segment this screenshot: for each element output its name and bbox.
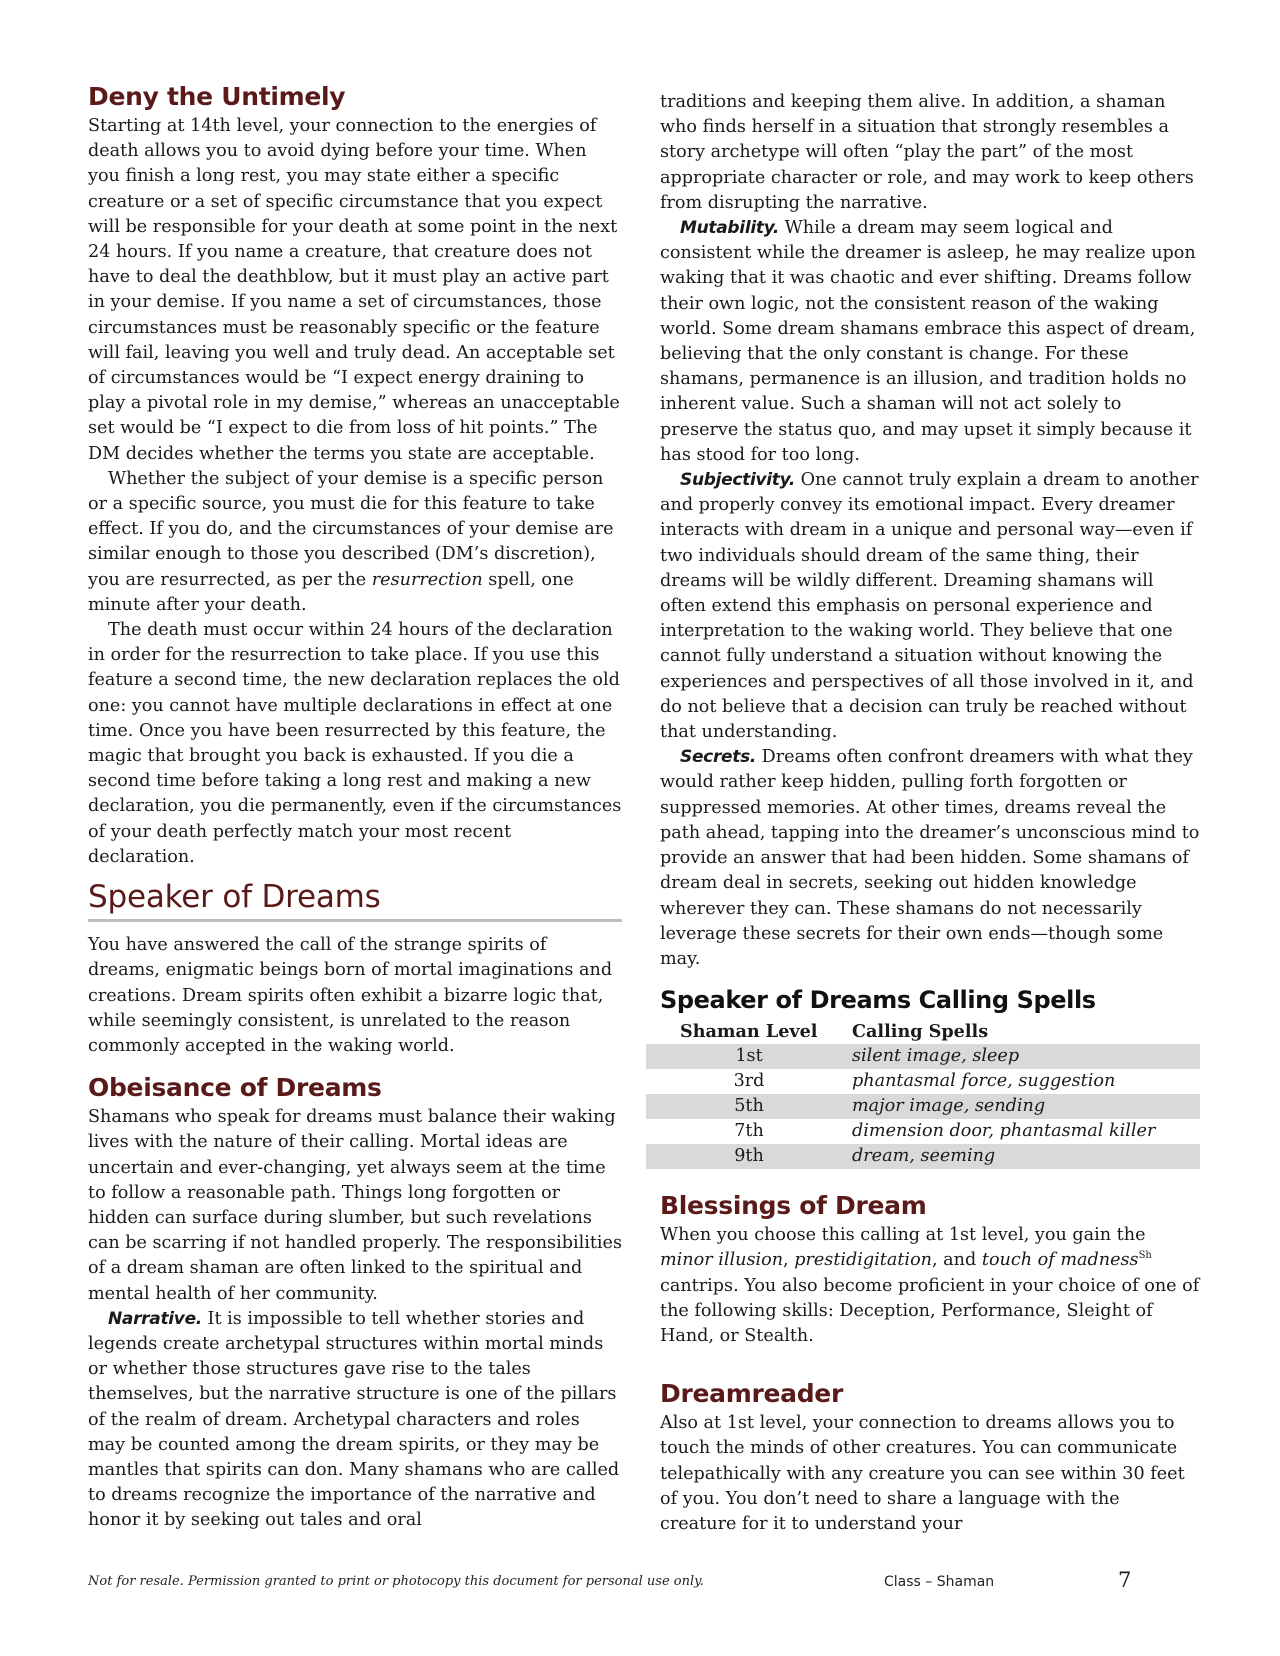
table-row — [646, 1094, 1200, 1119]
page-number: 7 — [1118, 1568, 1132, 1592]
spells-cell: dimension door, phantasmal killer — [852, 1121, 1156, 1142]
spells-cell: major image, sending — [852, 1094, 1200, 1119]
spells-cell: dream, seeming — [852, 1144, 1200, 1169]
spells-cell: phantasmal force, suggestion — [852, 1071, 1116, 1092]
section-heading-blessings-of-dream: Blessings of Dream — [660, 1191, 927, 1221]
paragraph: Also at 1st level, your connection to dreams allows you to touch the minds of other creatures. You can communicate telepathically with any creature you can see within 30 feet of you. You don’t need to share a language with the creature for it to understand your — [660, 1413, 1185, 1534]
spell-name: resurrection — [371, 569, 483, 590]
level-cell: 1st — [646, 1044, 852, 1069]
section-heading-speaker-of-dreams: Speaker of Dreams — [88, 877, 622, 922]
text-run: One cannot truly explain a dream to another and properly convey its emotional impact. Every dreamer interacts with dream in a unique and personal way—even if two individuals should dream of the same thing, their dreams will be wildly different. Dreaming shamans will often extend this emphasis on personal experience and interpretation to the waking world. They believe that one cannot fully understand a situation without knowing the experiences and perspectives of all those involved in it, and do not believe that a decision can truly be reached without that understanding. — [660, 470, 1199, 743]
text-run: While a dream may seem logical and consistent while the dreamer is asleep, he may realize upon waking that it was chaotic and ever shifting. Dreams follow their own logic, not the consistent reason of the waking world. Some dream shamans embrace this aspect of dream, believing that the only constant is change. For these shamans, permanence is an illusion, and tradition holds no inherent value. Such a shaman will not act solely to preserve the status quo, and may upset it simply because it has stood for too long. — [660, 218, 1196, 465]
level-cell: 5th — [646, 1094, 852, 1119]
section-heading-dreamreader: Dreamreader — [660, 1379, 843, 1409]
text-run: Whether the subject of your demise is a specific person or a specific source, you must die for this feature to take effect. If you do, and the circumstances of your demise are similar enough to those you described (DM’s discretion), you are resurrected, as per the — [88, 468, 614, 590]
level-cell: 3rd — [733, 1071, 765, 1092]
calling-spells-table — [646, 1018, 1200, 1169]
paragraph: Shamans who speak for dreams must balance their waking lives with the nature of their calling. Mortal ideas are uncertain and ever-changing, yet always seem at the time to follow a reasonable path. Things long forgotten or hidden can surface during slumber, but such revelations can be scarring if not handled properly. The responsibilities of a dream shaman are often linked to the spiritual and mental health of her community. — [88, 1107, 622, 1304]
source-superscript: Sh — [1138, 1250, 1152, 1262]
paragraph: traditions and keeping them alive. In addition, a shaman who finds herself in a situation that strongly resembles a story archetype will often “play the part” of the most appropriate character or role, and may work to keep others from disrupting the narrative. — [660, 92, 1194, 213]
cantrip-name: minor illusion — [660, 1250, 784, 1271]
text-run: cantrips. You also become proficient in your choice of one of the following skills: Deception, Performance, Sleight of Hand, or Stealth. — [660, 1275, 1200, 1346]
section-heading-obeisance-of-dreams: Obeisance of Dreams — [88, 1073, 382, 1103]
paragraph — [88, 467, 622, 618]
text-run: spell, one minute after your death. — [88, 569, 574, 615]
paragraph: You have answered the call of the strange spirits of dreams, enigmatic beings born of mortal imaginations and creations. Dream spirits often exhibit a bizarre logic that, while seemingly consistent, is unrelated to the reason commonly accepted in the waking world. — [88, 935, 613, 1056]
run-in-heading-narrative: Narrative. — [108, 1308, 202, 1329]
run-in-heading-secrets: Secrets. — [680, 747, 757, 768]
page-footer — [88, 1568, 1188, 1594]
table-header-row — [646, 1018, 1200, 1044]
footer-class-label: Class – Shaman — [884, 1574, 995, 1590]
spells-cell: silent image, sleep — [852, 1044, 1200, 1069]
table-heading-calling-spells: Speaker of Dreams Calling Spells — [660, 986, 1096, 1015]
cantrip-name: touch of madness — [981, 1250, 1139, 1271]
cantrip-name: prestidigitation — [794, 1250, 932, 1271]
run-in-heading-mutability: Mutability. — [680, 218, 780, 239]
table-row — [646, 1144, 1200, 1169]
right-column — [660, 90, 1200, 1537]
text-run: Dreams often confront dreamers with what they would rather keep hidden, pulling forth forgotten or suppressed memories. At other times, dreams reveal the path ahead, tapping into the dreamer’s unconscious mind to provide an answer that had been hidden. Some shamans of dream deal in secrets, seeking out hidden knowledge wherever they can. These shamans do not necessarily leverage these secrets for their own ends—though some may. — [660, 747, 1200, 969]
table-row — [646, 1069, 1200, 1094]
column-header-calling-spells: Calling Spells — [852, 1020, 989, 1042]
paragraph: The death must occur within 24 hours of the declaration in order for the resurrection to take place. If you use this feature a second time, the new declaration replaces the old one: you cannot have multiple declarations in effect at one time. Once you have been resurrected by this feature, the magic that brought you back is exhausted. If you die a second time before taking a long rest and making a new declaration, you die permanently, even if the circumstances of your death perfectly match your most recent declaration. — [88, 620, 622, 867]
level-cell: 9th — [646, 1144, 852, 1169]
table-row — [646, 1044, 1200, 1069]
paragraph — [660, 468, 1200, 745]
table-row — [646, 1119, 1200, 1144]
footer-disclaimer: Not for resale. Permission granted to print or photocopy this document for personal use only. — [88, 1574, 704, 1589]
paragraph: Starting at 14th level, your connection to the energies of death allows you to avoid dying before your time. When you finish a long rest, you may state either a specific creature or a set of specific circumstance that you expect will be responsible for your death at some point in the next 24 hours. If you name a creature, that creature does not have to deal the deathblow, but it must play an active part in your demise. If you name a set of circumstances, those circumstances must be reasonably specific or the feature will fail, leaving you well and truly dead. An acceptable set of circumstances would be “I expect energy draining to play a pivotal role in my demise,” whereas an unacceptable set would be “I expect to die from loss of hit points.” The DM decides whether the terms you state are acceptable. — [88, 116, 620, 464]
left-column — [88, 80, 622, 1534]
column-header-shaman-level: Shaman Level — [680, 1020, 818, 1042]
text-run: It is impossible to tell whether stories and legends create archetypal structures within mortal minds or whether those structures gave rise to the tales themselves, but the narrative structure is one of the pillars of the realm of dream. Archetypal characters and roles may be counted among the dream spirits, or they may be mantles that spirits can don. Many shamans who are called to dreams recognize the importance of the narrative and honor it by seeking out tales and oral — [88, 1308, 620, 1531]
paragraph — [660, 1223, 1200, 1349]
level-cell: 7th — [734, 1121, 764, 1142]
text-run: When you choose this calling at 1st level, you gain the — [660, 1225, 1146, 1246]
paragraph — [88, 1307, 622, 1534]
paragraph — [660, 216, 1200, 468]
run-in-heading-subjectivity: Subjectivity. — [680, 470, 796, 491]
text-run: , — [783, 1250, 795, 1271]
section-heading-deny-the-untimely: Deny the Untimely — [88, 82, 346, 111]
text-run: , and — [932, 1250, 982, 1271]
paragraph — [660, 745, 1200, 972]
